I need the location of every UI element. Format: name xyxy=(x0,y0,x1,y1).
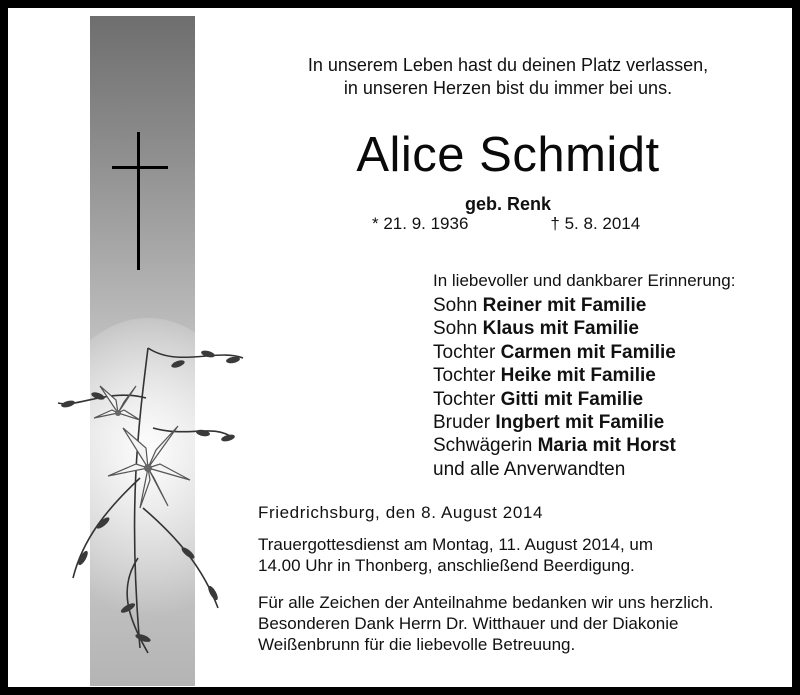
maiden-name: geb. Renk xyxy=(464,194,552,214)
thanks-line: Besonderen Dank Herrn Dr. Witthauer und der Diakonie xyxy=(258,614,679,633)
mourner-relation: Sohn xyxy=(433,295,478,316)
thanks-text xyxy=(258,592,713,655)
mourner-line xyxy=(433,411,676,434)
deceased-name: Alice Schmidt xyxy=(356,128,660,182)
mourner-name: Carmen mit Familie xyxy=(500,341,676,363)
mourner-relation: Tochter xyxy=(433,388,496,410)
death-date: † 5. 8. 2014 xyxy=(550,214,641,233)
funeral-info xyxy=(258,534,653,576)
mourners-list xyxy=(433,294,676,481)
poem-text xyxy=(228,54,788,100)
cross-icon xyxy=(112,132,168,270)
mourner-line xyxy=(433,294,676,317)
mourner-relation: Tochter xyxy=(433,341,496,363)
remembrance-intro: In liebevoller und dankbarer Erinnerung: xyxy=(433,271,736,290)
mourner-line xyxy=(433,341,676,364)
mourner-line xyxy=(433,364,676,387)
mourner-line xyxy=(433,434,676,457)
poem-line: In unserem Leben hast du deinen Platz verlassen, xyxy=(307,55,709,75)
life-dates xyxy=(372,214,640,234)
mourner-relation: Schwägerin xyxy=(433,435,533,457)
mourner-line xyxy=(433,317,676,340)
funeral-line: Trauergottesdienst am Montag, 11. August 2014, um xyxy=(258,535,654,554)
lily-flowers-image xyxy=(28,308,268,668)
mourners-closing: und alle Anverwandten xyxy=(433,458,626,480)
place-date: Friedrichsburg, den 8. August 2014 xyxy=(258,503,544,522)
mourner-name: Heike mit Familie xyxy=(500,365,656,387)
mourner-name: Gitti mit Familie xyxy=(500,388,644,410)
mourner-name: Ingbert mit Familie xyxy=(495,412,665,434)
mourner-relation: Bruder xyxy=(433,412,491,434)
mourner-relation: Sohn xyxy=(433,318,478,340)
funeral-line: 14.00 Uhr in Thonberg, anschließend Beerdigung. xyxy=(258,556,635,575)
mourner-name: Reiner mit Familie xyxy=(482,295,647,316)
mourner-name: Klaus mit Familie xyxy=(482,318,639,340)
mourner-line xyxy=(433,388,676,411)
mourner-name: Maria mit Horst xyxy=(537,435,676,457)
mourner-relation: Tochter xyxy=(433,365,496,387)
poem-line: in unseren Herzen bist du immer bei uns. xyxy=(343,78,673,98)
thanks-line: Weißenbrunn für die liebevolle Betreuung. xyxy=(258,635,576,654)
thanks-line: Für alle Zeichen der Anteilnahme bedanken wir uns herzlich. xyxy=(258,593,714,612)
birth-date: * 21. 9. 1936 xyxy=(372,214,469,233)
